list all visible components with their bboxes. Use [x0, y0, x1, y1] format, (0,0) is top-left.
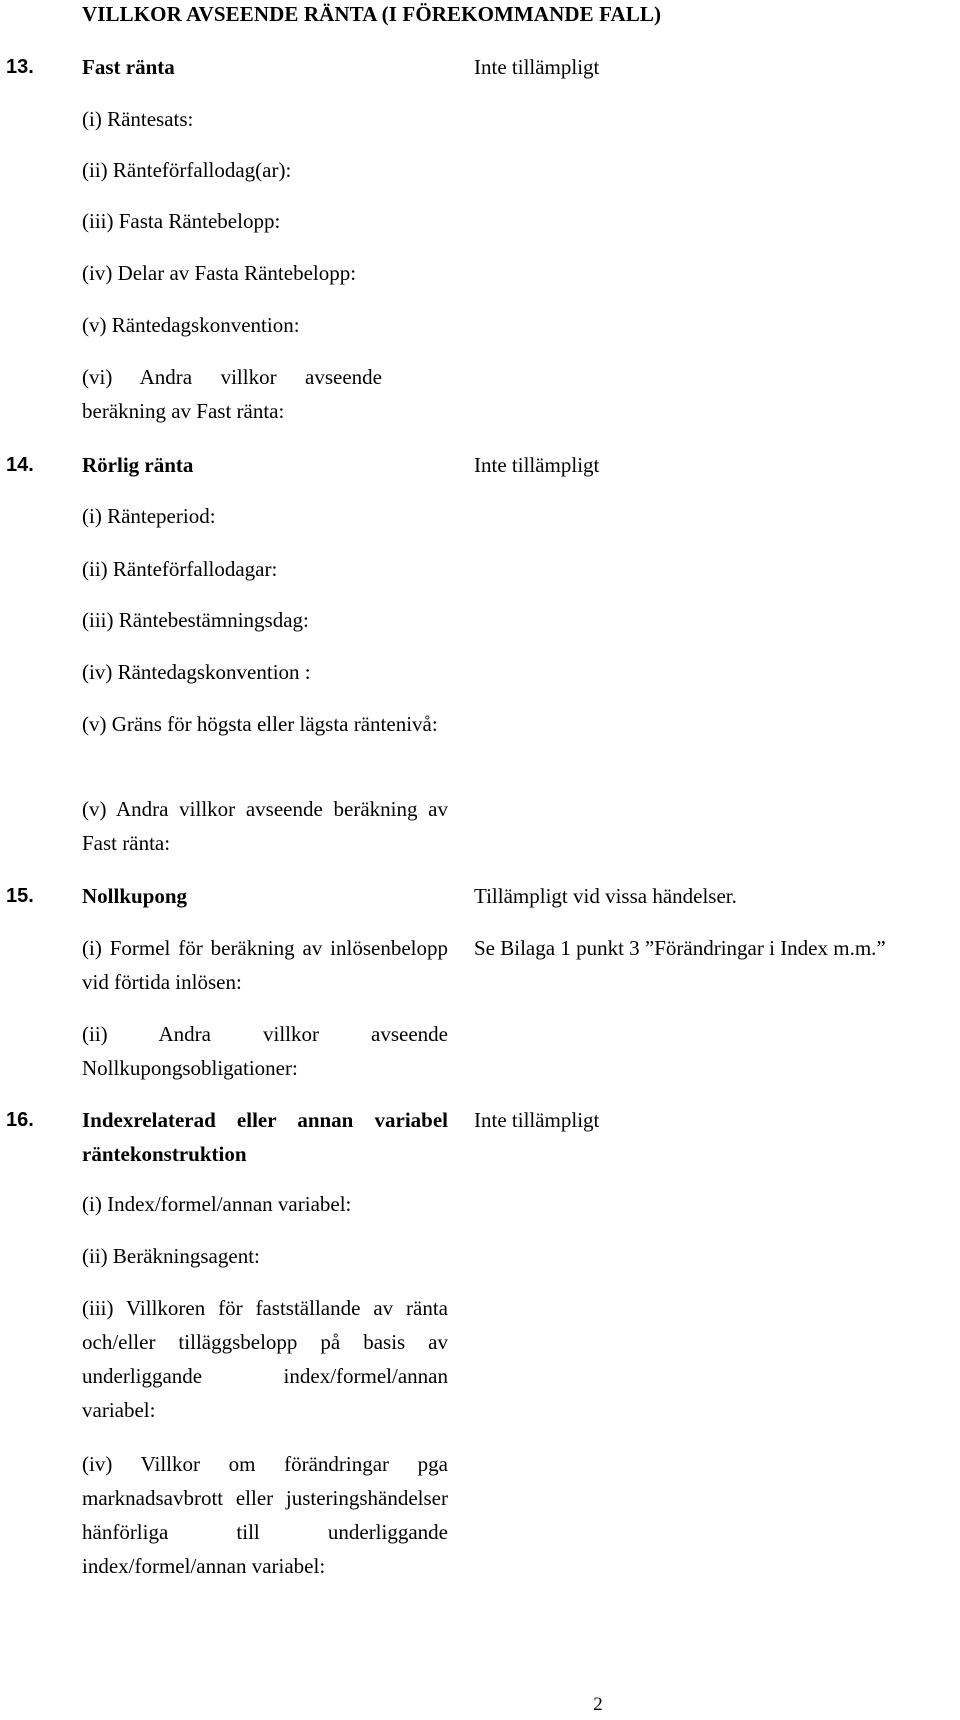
- item-label: (i) Ränteperiod:: [82, 504, 216, 528]
- item-label: (i) Formel för beräkning av inlösenbelopp vid förtida inlösen:: [82, 936, 448, 994]
- item-label: (ii) Ränteförfallodagar:: [82, 557, 278, 581]
- section-number: 13.: [6, 56, 34, 78]
- item-label: (iii) Räntebestämningsdag:: [82, 608, 309, 632]
- section-number: 14.: [6, 454, 34, 476]
- section-title: Nollkupong: [82, 884, 188, 908]
- section-value: Inte tillämpligt: [474, 1108, 600, 1132]
- item-label: (iv) Villkor om förändringar pga marknadsavbrott eller justeringshändelser hänförliga till underliggande index/formel/annan variabel:: [82, 1452, 448, 1578]
- section-value: Inte tillämpligt: [474, 55, 600, 79]
- item-label: (v) Andra villkor avseende beräkning av Fast ränta:: [82, 797, 448, 855]
- item-value: Se Bilaga 1 punkt 3 ”Förändringar i Index m.m.”: [474, 936, 886, 960]
- item-label: (ii) Ränteförfallodag(ar):: [82, 158, 292, 182]
- item-label: (ii) Andra villkor avseende Nollkupongsobligationer:: [82, 1022, 448, 1080]
- item-label: (i) Index/formel/annan variabel:: [82, 1192, 352, 1216]
- section-value: Inte tillämpligt: [474, 453, 600, 477]
- section-heading: VILLKOR AVSEENDE RÄNTA (I FÖREKOMMANDE FALL): [82, 2, 662, 26]
- item-label: (iv) Räntedagskonvention :: [82, 660, 311, 684]
- section-title: Indexrelaterad eller annan variabel räntekonstruktion: [82, 1108, 448, 1166]
- item-label: (vi) Andra villkor avseende beräkning av Fast ränta:: [82, 365, 382, 423]
- section-title: Rörlig ränta: [82, 453, 194, 477]
- item-label: (v) Räntedagskonvention:: [82, 313, 300, 337]
- item-label: (v) Gräns för högsta eller lägsta räntenivå:: [82, 712, 438, 736]
- section-number: 16.: [6, 1109, 34, 1131]
- item-label: (iii) Villkoren för fastställande av ränta och/eller tilläggsbelopp på basis av underliggande index/formel/annan variabel:: [82, 1296, 448, 1422]
- section-title: Fast ränta: [82, 55, 175, 79]
- item-label: (i) Räntesats:: [82, 107, 194, 131]
- page-number: 2: [593, 1694, 603, 1715]
- item-label: (ii) Beräkningsagent:: [82, 1244, 260, 1268]
- section-number: 15.: [6, 885, 34, 907]
- item-label: (iii) Fasta Räntebelopp:: [82, 209, 281, 233]
- section-value: Tillämpligt vid vissa händelser.: [474, 884, 737, 908]
- item-label: (iv) Delar av Fasta Räntebelopp:: [82, 261, 357, 285]
